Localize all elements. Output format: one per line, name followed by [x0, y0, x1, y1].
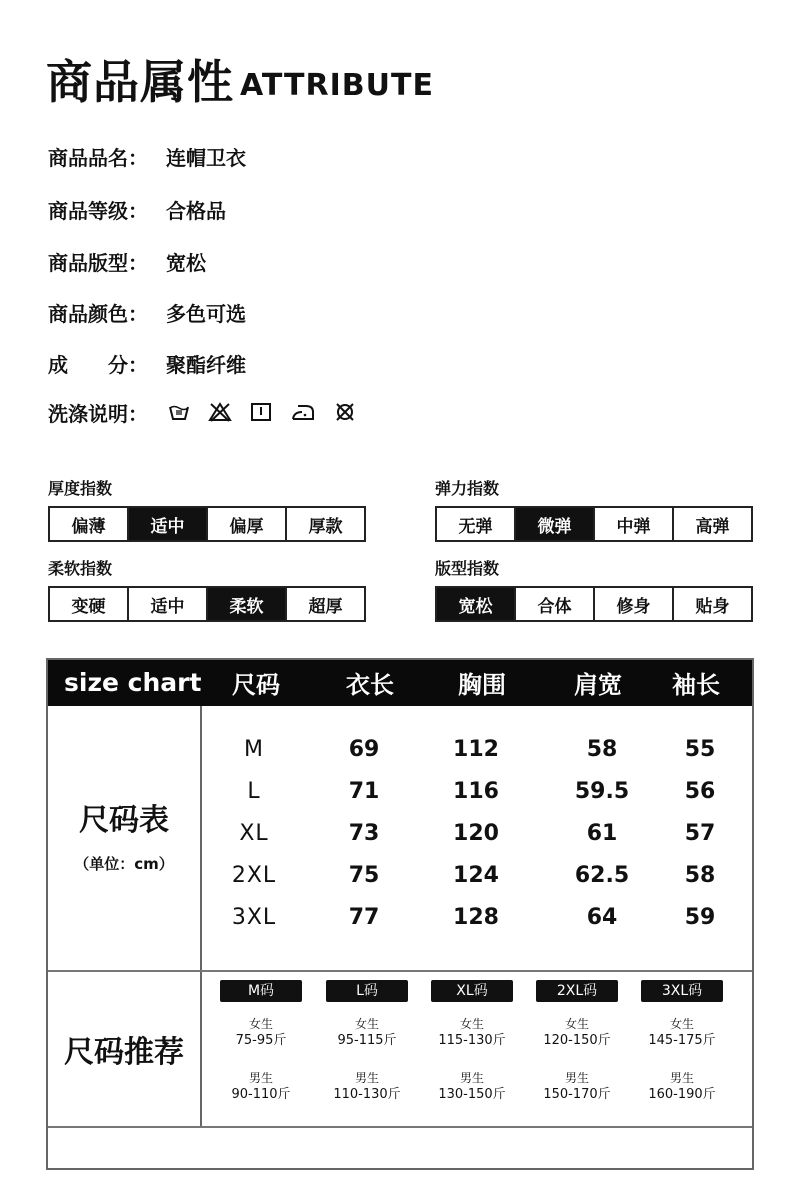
attr-row-name [48, 141, 246, 171]
male-weight: 160-190斤 [648, 1087, 716, 1102]
attr-row-color [48, 297, 246, 327]
female-label: 女生 [564, 1017, 589, 1031]
tumble-dry-icon [250, 402, 272, 422]
attr-row-fit [48, 246, 206, 276]
index-option: 偏厚 [208, 508, 287, 540]
recommend-item [431, 980, 513, 1104]
index-title: 柔软指数 [48, 559, 113, 578]
size-badge: 2XL码 [536, 980, 618, 1002]
cell-chest: 120 [453, 821, 499, 846]
attr-label: 商品品名： [48, 145, 148, 170]
header-size-chart: size chart [64, 668, 202, 697]
cell-shoulder: 64 [586, 905, 618, 930]
male-label: 男生 [564, 1071, 589, 1085]
header-size: 尺码 [232, 671, 280, 699]
washing-icons [168, 402, 356, 422]
male-label: 男生 [669, 1071, 694, 1085]
cell-length: 77 [348, 905, 380, 930]
index-title: 版型指数 [435, 559, 500, 578]
cell-sleeve: 56 [684, 779, 716, 804]
cell-shoulder: 62.5 [574, 863, 630, 888]
recommend-item [641, 980, 723, 1104]
attr-row-material [48, 348, 246, 378]
index-option: 无弹 [437, 508, 516, 540]
female-label: 女生 [669, 1017, 694, 1031]
cell-chest: 128 [453, 905, 499, 930]
table-row [48, 772, 752, 812]
size-badge: XL码 [431, 980, 513, 1002]
cell-chest: 112 [453, 737, 499, 762]
attr-label: 商品颜色： [48, 301, 148, 326]
female-weight: 145-175斤 [648, 1033, 716, 1048]
cell-sleeve: 59 [684, 905, 716, 930]
title-chinese: 商品属性 [46, 55, 234, 109]
table-row [48, 814, 752, 854]
cell-size: 2XL [231, 863, 277, 888]
table-row [48, 730, 752, 770]
header-shoulder: 肩宽 [574, 671, 622, 699]
cell-length: 75 [348, 863, 380, 888]
female-label: 女生 [354, 1017, 379, 1031]
index-option: 高弹 [674, 508, 751, 540]
attr-label: 商品等级： [48, 198, 148, 223]
index-option-selected: 微弹 [516, 508, 595, 540]
table-header [48, 660, 752, 706]
cell-size: 3XL [231, 905, 277, 930]
table-divider [48, 1126, 752, 1128]
index-title: 厚度指数 [48, 479, 113, 498]
unit-label: （单位：cm） [74, 854, 174, 873]
attr-value: 宽松 [166, 250, 206, 275]
no-bleach-icon [208, 402, 232, 422]
male-label: 男生 [354, 1071, 379, 1085]
female-weight: 120-150斤 [543, 1033, 611, 1048]
cell-shoulder: 59.5 [574, 779, 630, 804]
index-option-selected: 柔软 [208, 588, 287, 620]
index-options [48, 586, 366, 622]
index-option-selected: 适中 [129, 508, 208, 540]
index-option: 超厚 [287, 588, 364, 620]
no-dry-clean-icon [334, 402, 356, 422]
recommend-item [536, 980, 618, 1104]
recommend-title: 尺码推荐 [64, 1035, 184, 1070]
thickness-index [48, 478, 366, 542]
index-option: 适中 [129, 588, 208, 620]
index-option: 合体 [516, 588, 595, 620]
size-badge: M码 [220, 980, 302, 1002]
index-option: 修身 [595, 588, 674, 620]
index-option-selected: 宽松 [437, 588, 516, 620]
attr-row-grade [48, 194, 226, 224]
index-option: 贴身 [674, 588, 751, 620]
cell-length: 69 [348, 737, 380, 762]
iron-icon [290, 402, 316, 422]
index-option: 变硬 [50, 588, 129, 620]
cell-size: XL [239, 821, 269, 846]
size-badge: L码 [326, 980, 408, 1002]
recommend-label-cell [48, 972, 202, 1126]
size-table-title: 尺码表 [79, 802, 169, 838]
cell-shoulder: 58 [586, 737, 618, 762]
index-options [435, 506, 753, 542]
cell-length: 73 [348, 821, 380, 846]
female-label: 女生 [248, 1017, 273, 1031]
cell-shoulder: 61 [586, 821, 618, 846]
recommend-item [326, 980, 408, 1104]
attr-value: 聚酯纤维 [166, 352, 246, 377]
table-row [48, 856, 752, 896]
attr-label: 洗涤说明： [48, 401, 148, 426]
cell-size: M [244, 737, 264, 762]
cell-sleeve: 57 [684, 821, 716, 846]
male-weight: 130-150斤 [438, 1087, 506, 1102]
index-options [435, 586, 753, 622]
index-option: 厚款 [287, 508, 364, 540]
female-weight: 95-115斤 [337, 1033, 397, 1048]
cell-chest: 116 [453, 779, 499, 804]
softness-index [48, 558, 366, 622]
fit-index [435, 558, 753, 622]
header-chest: 胸围 [458, 671, 506, 699]
hand-wash-icon [168, 402, 190, 422]
male-label: 男生 [459, 1071, 484, 1085]
attr-value: 连帽卫衣 [166, 145, 246, 170]
header-length: 衣长 [346, 671, 394, 699]
male-weight: 150-170斤 [543, 1087, 611, 1102]
page-title [46, 50, 434, 110]
header-sleeve: 袖长 [672, 671, 720, 699]
female-label: 女生 [459, 1017, 484, 1031]
size-badge: 3XL码 [641, 980, 723, 1002]
index-option: 偏薄 [50, 508, 129, 540]
attr-label: 商品版型： [48, 250, 148, 275]
elasticity-index [435, 478, 753, 542]
attr-value: 多色可选 [166, 301, 246, 326]
female-weight: 75-95斤 [235, 1033, 287, 1048]
cell-size: L [247, 779, 261, 804]
cell-length: 71 [348, 779, 380, 804]
title-english: ATTRIBUTE [240, 68, 434, 103]
index-options [48, 506, 366, 542]
index-option: 中弹 [595, 508, 674, 540]
attr-value: 合格品 [166, 198, 226, 223]
cell-chest: 124 [453, 863, 499, 888]
cell-sleeve: 55 [684, 737, 716, 762]
male-weight: 90-110斤 [231, 1087, 291, 1102]
female-weight: 115-130斤 [438, 1033, 506, 1048]
male-weight: 110-130斤 [333, 1087, 401, 1102]
male-label: 男生 [248, 1071, 273, 1085]
cell-sleeve: 58 [684, 863, 716, 888]
attr-label: 成 分： [48, 352, 148, 377]
attr-row-washing [48, 397, 356, 427]
table-row [48, 898, 752, 938]
index-title: 弹力指数 [435, 479, 500, 498]
size-chart-table [46, 658, 754, 1170]
recommend-item [220, 980, 302, 1104]
